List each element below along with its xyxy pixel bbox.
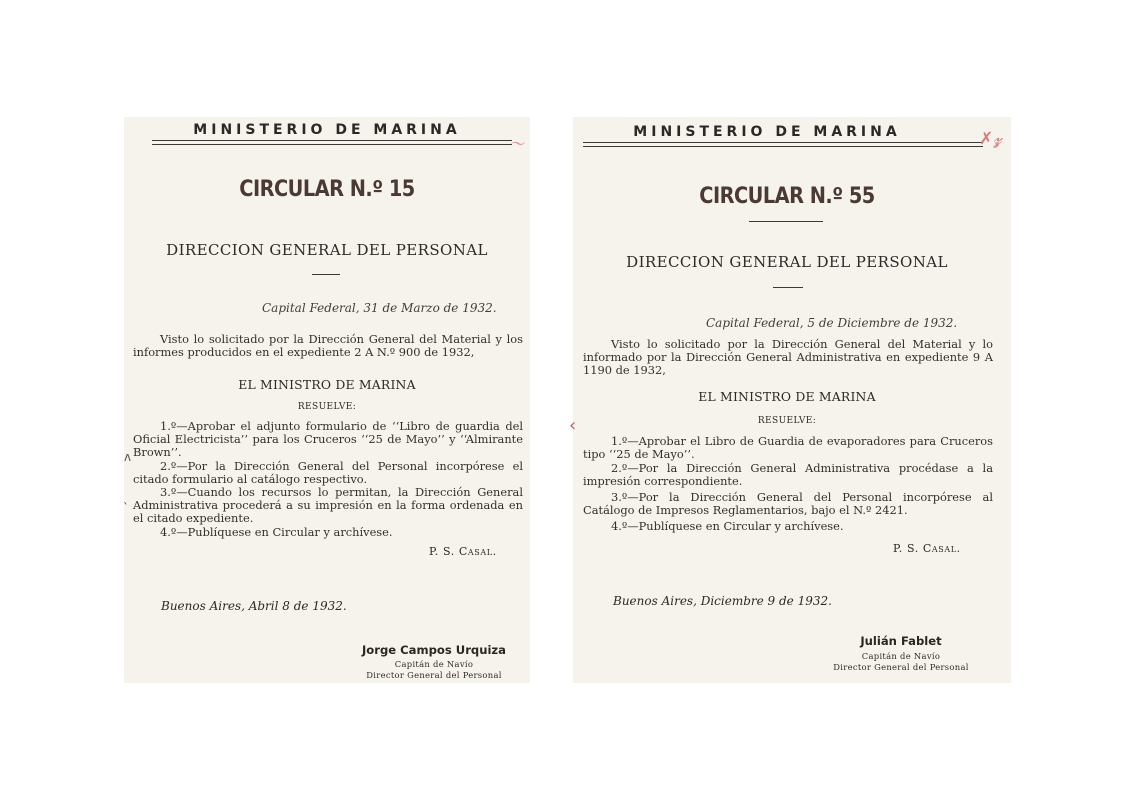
red-ink-mark: 〜 xyxy=(509,135,525,153)
resuelve-heading: RESUELVE: xyxy=(297,402,357,412)
ministry-header: MINISTERIO DE MARINA xyxy=(193,122,461,138)
casal-signature: P. S. Casal. xyxy=(893,542,961,555)
margin-red-mark: ‹ xyxy=(569,415,577,436)
signatory-rank: Capitán de Navío xyxy=(861,651,941,661)
place-date: Capital Federal, 31 de Marzo de 1932. xyxy=(262,301,497,315)
resolution-item-3: 3.º—Por la Dirección General del Personal incorpórese al Catálogo de Impresos Reglamentarios, bajo el N.º 2421. xyxy=(583,490,993,518)
signatory-role: Director General del Personal xyxy=(366,670,502,680)
margin-mark: ʌ xyxy=(124,450,132,464)
title-divider xyxy=(749,221,823,222)
resolution-item-4: 4.º—Publíquese en Circular y archívese. xyxy=(611,519,844,533)
margin-mark: ` xyxy=(123,501,129,515)
resolution-item-2: 2.º—Por la Dirección General Administrativa procédase a la impresión correspondiente. xyxy=(583,461,993,489)
resolution-item-1: 1.º—Aprobar el Libro de Guardia de evaporadores para Cruceros tipo ‘‘25 de Mayo’’. xyxy=(583,434,993,462)
short-divider xyxy=(312,274,340,275)
circular-title: CIRCULAR N.º 15 xyxy=(239,177,415,202)
place-date: Capital Federal, 5 de Diciembre de 1932. xyxy=(706,316,958,330)
resolution-item-4: 4.º—Publíquese en Circular y archívese. xyxy=(160,525,393,539)
preamble: Visto lo solicitado por la Dirección General del Material y los informes producidos en el expediente 2 A N.º 900 de 1932, xyxy=(133,332,523,360)
resolution-item-1: 1.º—Aprobar el adjunto formulario de ‘‘Libro de guardia del Oficial Electricista’’ para los Cruceros ‘‘25 de Mayo’’ y ‘‘Almirante Brown’’. xyxy=(133,419,523,460)
signatory-name: Jorge Campos Urquiza xyxy=(361,643,507,657)
signatory-role: Director General del Personal xyxy=(833,662,969,672)
buenos-aires-date: Buenos Aires, Diciembre 9 de 1932. xyxy=(613,594,832,608)
signatory-name: Julián Fablet xyxy=(860,634,942,648)
resuelve-heading: RESUELVE: xyxy=(757,416,817,426)
signatory-rank: Capitán de Navío xyxy=(394,659,474,669)
circular-55-document xyxy=(569,117,1011,683)
preamble: Visto lo solicitado por la Dirección General del Material y lo informado por la Dirección General Administrativa en expediente 9 A 1190 de 1932, xyxy=(583,337,993,378)
header-rule xyxy=(583,142,983,147)
minister-heading: EL MINISTRO DE MARINA xyxy=(698,389,876,404)
header-rule xyxy=(152,140,512,145)
resolution-item-3: 3.º—Cuando los recursos lo permitan, la Dirección General Administrativa procederá a su impresión en la forma ordenada en el citado expediente. xyxy=(133,485,523,526)
short-divider xyxy=(773,287,803,288)
circular-15-document xyxy=(124,117,530,683)
circular-title: CIRCULAR N.º 55 xyxy=(699,184,875,209)
casal-signature: P. S. Casal. xyxy=(429,545,497,558)
red-ink-mark: ✗𝔃 xyxy=(979,129,1002,149)
resolution-item-2: 2.º—Por la Dirección General del Personal incorpórese el citado formulario al catálogo respectivo. xyxy=(133,459,523,487)
minister-heading: EL MINISTRO DE MARINA xyxy=(238,377,416,392)
buenos-aires-date: Buenos Aires, Abril 8 de 1932. xyxy=(161,599,347,613)
department-title: DIRECCION GENERAL DEL PERSONAL xyxy=(626,253,948,271)
ministry-header: MINISTERIO DE MARINA xyxy=(633,124,901,140)
department-title: DIRECCION GENERAL DEL PERSONAL xyxy=(166,241,488,259)
